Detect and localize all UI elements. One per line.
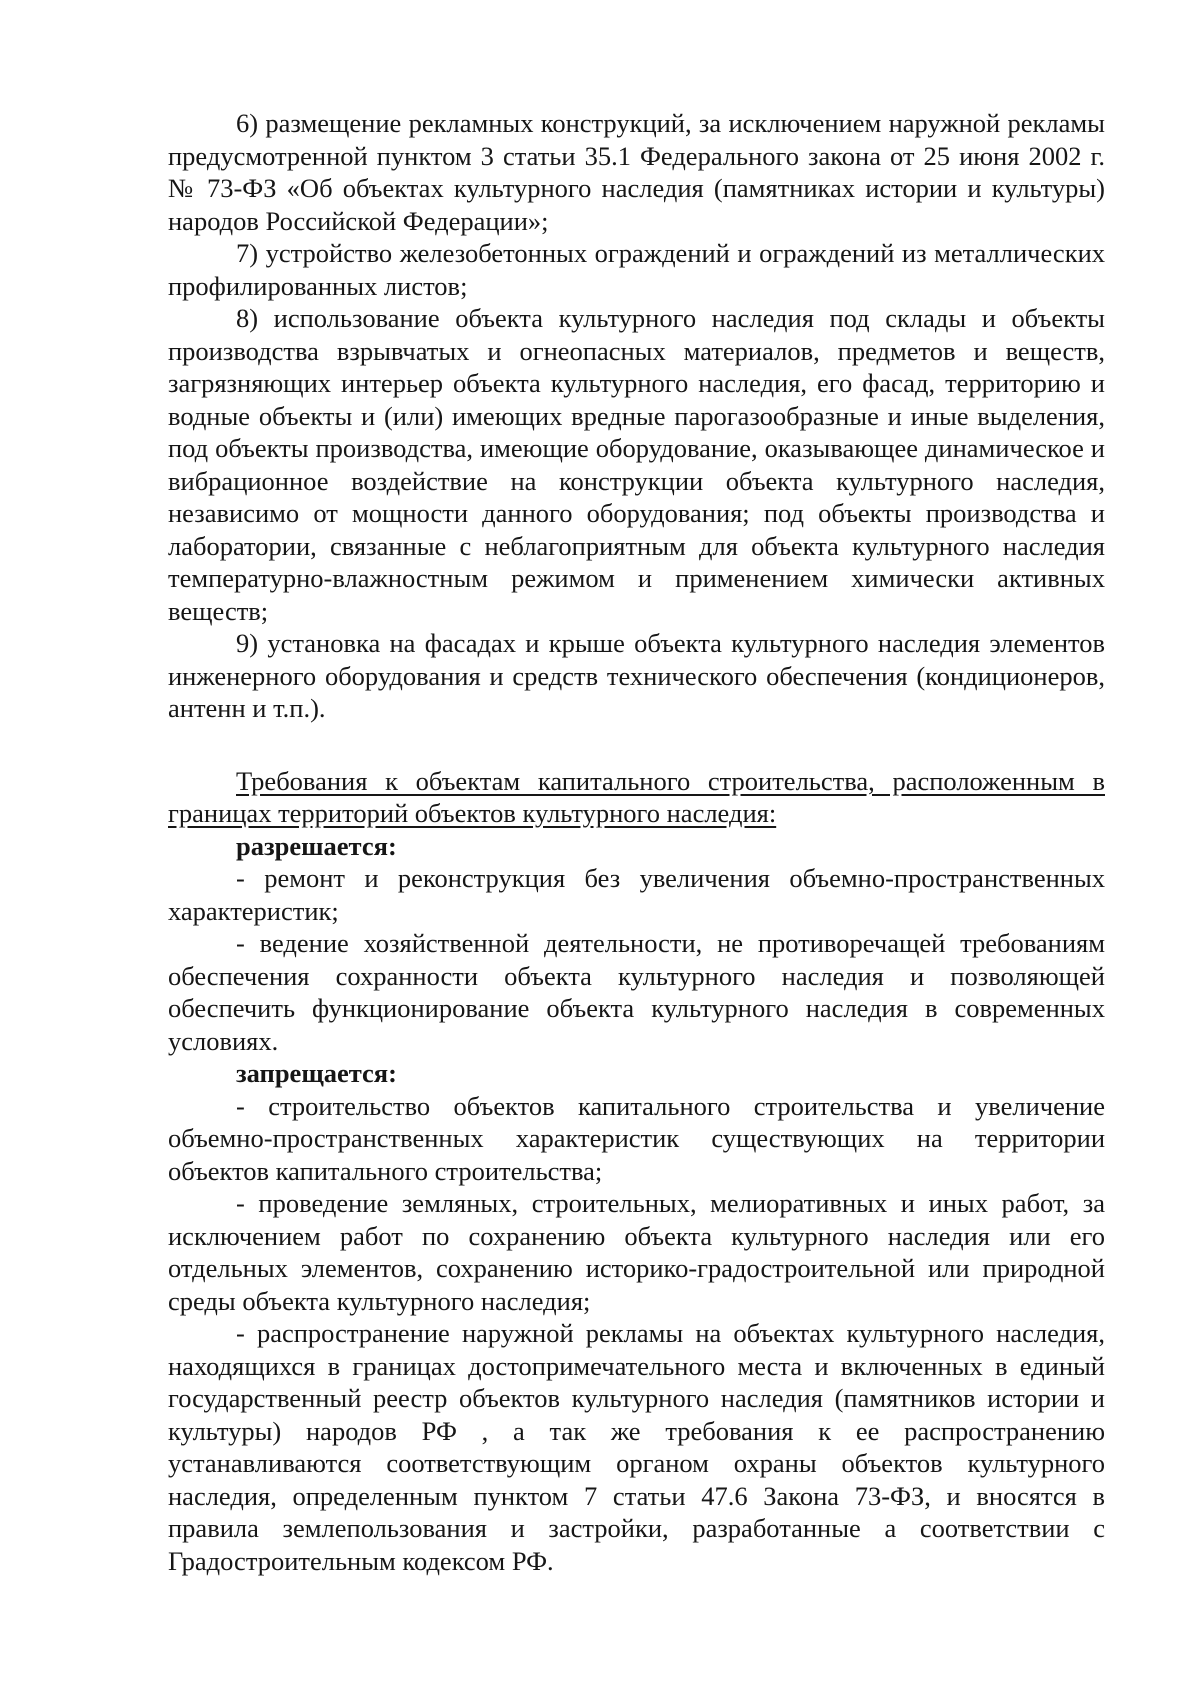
allowed-label: разрешается: <box>236 830 397 861</box>
section-spacer <box>168 725 1105 765</box>
paragraph-item-7: 7) устройство железобетонных ограждений и ограждений из металлических профилированных листов; <box>168 238 1105 301</box>
forbidden-item-construction: - строительство объектов капитального строительства и увеличение объемно-пространственных характеристик существующих на территории объектов капитального строительства; <box>168 1090 1105 1186</box>
allowed-item-economic-activity: - ведение хозяйственной деятельности, не противоречащей требованиям обеспечения сохранности объекта культурного наследия и позволяющей обеспечить функционирование объекта культурного наследия в современных условиях. <box>168 928 1105 1056</box>
paragraph-item-8: 8) использование объекта культурного наследия под склады и объекты производства взрывчатых и огнеопасных материалов, предметов и веществ, загрязняющих интерьер объекта культурного наследия, его фасад, территорию и водные объекты и (или) имеющих вредные парогазообразные и иные выделения, под объекты производства, имеющие оборудование, оказывающее динамическое и вибрационное воздействие на конструкции объекта культурного наследия, независимо от мощности данного оборудования; под объекты производства и лаборатории, связанные с неблагоприятным для объекта культурного наследия температурно-влажностным режимом и применением химически активных веществ; <box>168 303 1105 626</box>
forbidden-item-earthworks: - проведение земляных, строительных, мелиоративных и иных работ, за исключением работ по сохранению объекта культурного наследия или его отдельных элементов, сохранению историко-градостроительной или природной среды объекта культурного наследия; <box>168 1188 1105 1316</box>
paragraph-item-9: 9) установка на фасадах и крыше объекта культурного наследия элементов инженерного оборудования и средств технического обеспечения (кондиционеров, антенн и т.п.). <box>168 628 1105 723</box>
forbidden-label: запрещается: <box>236 1058 397 1088</box>
paragraph-item-6: 6) размещение рекламных конструкций, за исключением наружной рекламы предусмотренной пунктом 3 статьи 35.1 Федерального закона от 25 июня 2002 г. № 73-ФЗ «Об объектах культурного наследия (памятниках истории и культуры) народов Российской Федерации»; <box>168 108 1105 236</box>
forbidden-item-advertising: - распространение наружной рекламы на объектах культурного наследия, находящихся в границах достопримечательного места и включенных в единый государственный реестр объектов культурного наследия (памятников истории и культуры) народов РФ , а так же требования к ее распространению устанавливаются соответствующим органом охраны объектов культурного наследия, определенным пунктом 7 статьи 47.6 Закона 73-ФЗ, и вносятся в правила землепользования и застройки, разработанные а соответствии с Градостроительным кодексом РФ. <box>168 1318 1105 1576</box>
section-heading: Требования к объектам капитального строительства, расположенным в границах территорий объектов культурного наследия: <box>168 765 1105 828</box>
allowed-item-repair: - ремонт и реконструкция без увеличения объемно-пространственных характеристик; <box>168 863 1105 926</box>
